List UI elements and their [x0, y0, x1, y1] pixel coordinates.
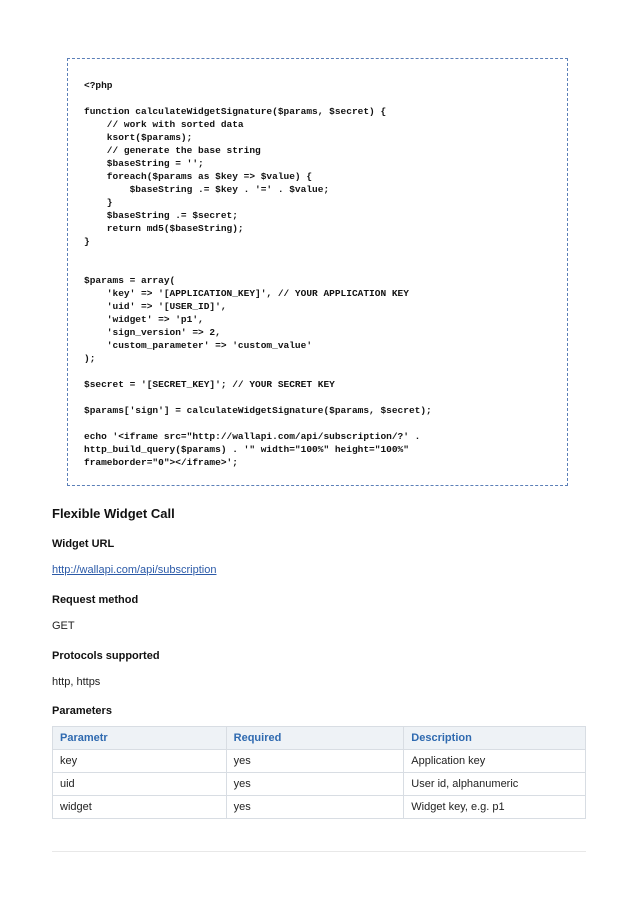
code-line: [84, 261, 432, 274]
table-header-row: [53, 727, 586, 750]
cell-required: yes: [226, 773, 404, 796]
code-line: $secret = '[SECRET_KEY]'; // YOUR SECRET KEY: [84, 379, 335, 390]
protocols-value: http, https: [52, 676, 101, 688]
footer-divider: [52, 851, 586, 852]
code-line: 'key' => '[APPLICATION_KEY]', // YOUR APPLICATION KEY: [84, 288, 409, 299]
header-parametr: Parametr: [53, 727, 227, 750]
cell-required: yes: [226, 796, 404, 819]
code-line: frameborder="0"></iframe>';: [84, 457, 238, 468]
cell-param: key: [53, 750, 227, 773]
code-line: $params['sign'] = calculateWidgetSignature($params, $secret);: [84, 405, 432, 416]
table-row: [53, 773, 586, 796]
header-required: Required: [226, 727, 404, 750]
widget-url-label: Widget URL: [52, 538, 115, 550]
code-line: [84, 365, 432, 378]
code-line: [84, 391, 432, 404]
code-line: // generate the base string: [84, 145, 261, 156]
code-line: $params = array(: [84, 275, 176, 286]
code-line: }: [84, 197, 113, 208]
code-line: 'widget' => 'p1',: [84, 314, 204, 325]
widget-url-link[interactable]: http://wallapi.com/api/subscription: [52, 564, 217, 576]
table-row: [53, 796, 586, 819]
code-line: $baseString = '';: [84, 158, 204, 169]
code-line: echo '<iframe src="http://wallapi.com/api/subscription/?' .: [84, 431, 421, 442]
code-line: 'sign_version' => 2,: [84, 327, 221, 338]
code-lines: [84, 79, 432, 469]
code-line: // work with sorted data: [84, 119, 244, 130]
widget-url-text: [52, 564, 216, 576]
code-line: [84, 92, 432, 105]
code-line: return md5($baseString);: [84, 223, 244, 234]
header-description: Description: [404, 727, 586, 750]
code-line: ksort($params);: [84, 132, 193, 143]
request-method-value: GET: [52, 620, 75, 632]
parameters-label: Parameters: [52, 705, 112, 717]
protocols-label: Protocols supported: [52, 650, 160, 662]
section-title: Flexible Widget Call: [52, 506, 175, 521]
cell-description: Application key: [404, 750, 586, 773]
cell-required: yes: [226, 750, 404, 773]
code-line: $baseString .= $key . '=' . $value;: [84, 184, 330, 195]
cell-param: widget: [53, 796, 227, 819]
code-line: 'custom_parameter' => 'custom_value': [84, 340, 313, 351]
code-line: <?php: [84, 80, 113, 91]
code-line: [84, 248, 432, 261]
cell-param: uid: [53, 773, 227, 796]
code-line: );: [84, 353, 96, 364]
code-line: $baseString .= $secret;: [84, 210, 238, 221]
cell-description: User id, alphanumeric: [404, 773, 586, 796]
code-line: http_build_query($params) . '" width="100%" height="100%": [84, 444, 409, 455]
table-row: [53, 750, 586, 773]
code-line: foreach($params as $key => $value) {: [84, 171, 313, 182]
code-line: function calculateWidgetSignature($params, $secret) {: [84, 106, 387, 117]
code-line: 'uid' => '[USER_ID]',: [84, 301, 227, 312]
code-line: }: [84, 236, 90, 247]
cell-description: Widget key, e.g. p1: [404, 796, 586, 819]
parameters-table: [52, 726, 586, 819]
code-line: [84, 417, 432, 430]
request-method-label: Request method: [52, 594, 139, 606]
